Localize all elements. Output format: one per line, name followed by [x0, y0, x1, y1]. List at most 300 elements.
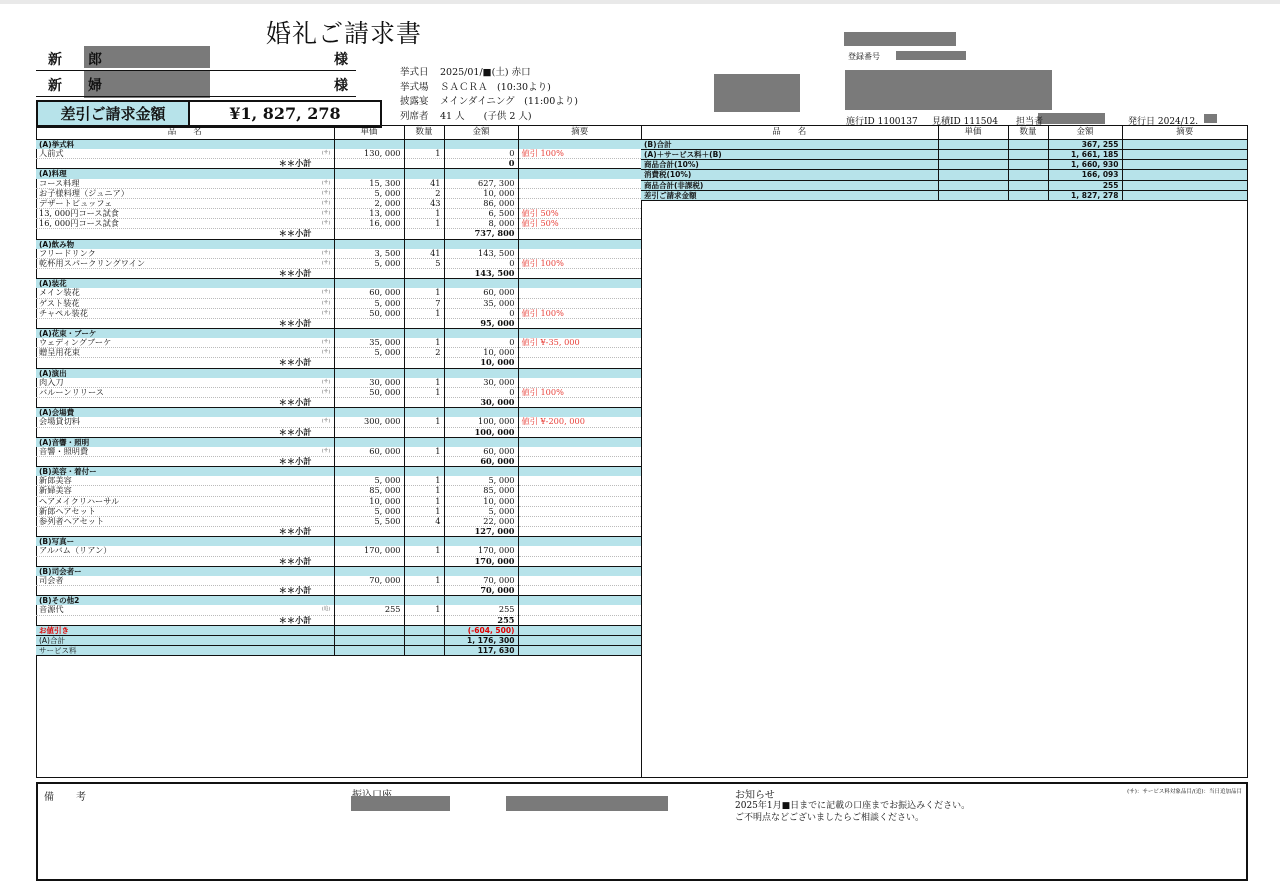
- table-row: [36, 249, 641, 259]
- item-code-tag: (サ): [321, 299, 331, 306]
- amount: 10, 000: [444, 188, 518, 198]
- quantity: 2: [404, 348, 444, 358]
- right-table-frame: [641, 125, 1248, 778]
- note: [518, 198, 641, 208]
- item-name: ＊＊小計: [36, 457, 334, 467]
- item-name: ＊＊小計: [36, 427, 334, 437]
- ceremony-value: 2025/01/■(土) 赤口: [440, 67, 531, 78]
- subtotal-row: [36, 318, 641, 328]
- unit-price: [334, 566, 404, 576]
- item-name: (A)演出: [36, 368, 334, 378]
- unit-price: 5, 000: [334, 298, 404, 308]
- table-row: [36, 516, 641, 526]
- unit-price: 5, 000: [334, 258, 404, 268]
- note: [518, 159, 641, 169]
- quantity: 1: [404, 308, 444, 318]
- quantity: 1: [404, 476, 444, 486]
- note: [518, 298, 641, 308]
- item-name: (B)司会者ー: [36, 566, 334, 576]
- item-name-text: 贈呈用花束: [39, 347, 80, 358]
- item-name: ＊＊小計: [36, 556, 334, 566]
- unit-price: [334, 239, 404, 249]
- note: [518, 358, 641, 368]
- amount: 737, 800: [444, 229, 518, 239]
- table-row: [36, 387, 641, 397]
- unit-price: 130, 000: [334, 149, 404, 159]
- table-row: [36, 546, 641, 556]
- item-name: [36, 516, 334, 526]
- item-name-text: ゲスト装花: [39, 298, 80, 308]
- amount: 70, 000: [444, 586, 518, 596]
- note: [518, 645, 641, 655]
- note: 値引 100%: [518, 387, 641, 397]
- header-unit: 単価: [334, 126, 404, 140]
- item-name-text: 肉入刀: [39, 377, 64, 387]
- note: [518, 378, 641, 388]
- redacted-staff-name: [1038, 113, 1105, 124]
- item-code-tag: (サ): [321, 259, 331, 266]
- note: [518, 546, 641, 556]
- quantity: [404, 239, 444, 249]
- subtotal-row: [36, 269, 641, 279]
- summary-name: 消費税(10%): [641, 170, 938, 180]
- item-code-tag: (サ): [321, 388, 331, 395]
- summary-row: [36, 645, 641, 655]
- item-code-tag: (サ): [321, 339, 331, 346]
- item-name-text: 16, 000円コース試食: [39, 218, 119, 229]
- amount: 85, 000: [444, 486, 518, 496]
- header-amount: 金額: [1048, 126, 1122, 140]
- unit-price: 13, 000: [334, 209, 404, 219]
- item-code-tag: (サ): [321, 309, 331, 316]
- note: [518, 279, 641, 289]
- item-name: ＊＊小計: [36, 615, 334, 625]
- item-name: [36, 198, 334, 208]
- amount: 5, 000: [444, 476, 518, 486]
- quantity: [404, 368, 444, 378]
- unit-price: [334, 427, 404, 437]
- unit-price: 5, 000: [334, 188, 404, 198]
- quantity: [404, 596, 444, 606]
- ceremony-value: メインダイニング (11:00より): [440, 96, 578, 107]
- unit-price: 70, 000: [334, 576, 404, 586]
- note: [518, 169, 641, 179]
- quantity: [404, 457, 444, 467]
- remarks-label: 備 考: [44, 792, 92, 803]
- subtotal-row: [36, 229, 641, 239]
- amount: 10, 000: [444, 348, 518, 358]
- estimate-id: 見積ID 111504: [932, 117, 998, 127]
- item-code-tag: (サ): [321, 189, 331, 196]
- amount: 117, 630: [444, 645, 518, 655]
- amount: 35, 000: [444, 298, 518, 308]
- quantity: [1008, 180, 1048, 190]
- note: [1122, 190, 1247, 200]
- note: [518, 188, 641, 198]
- quantity: [404, 408, 444, 418]
- amount: 0: [444, 387, 518, 397]
- summary-row: [641, 160, 1247, 170]
- ceremony-info: [400, 66, 578, 124]
- item-name: [36, 258, 334, 268]
- item-name: (B)美容・着付ー: [36, 467, 334, 477]
- amount: 1, 660, 930: [1048, 160, 1122, 170]
- item-name: ＊＊小計: [36, 269, 334, 279]
- unit-price: [334, 140, 404, 150]
- note: [518, 457, 641, 467]
- amount: 60, 000: [444, 288, 518, 298]
- item-name: [36, 387, 334, 397]
- item-name: [36, 348, 334, 358]
- note: [518, 486, 641, 496]
- header-note: 摘要: [1122, 126, 1247, 140]
- amount: 367, 255: [1048, 140, 1122, 150]
- table-row: [36, 417, 641, 427]
- quantity: [1008, 150, 1048, 160]
- item-name: [36, 417, 334, 427]
- total-amount-box: [36, 100, 382, 128]
- table-row: [36, 209, 641, 219]
- unit-price: 60, 000: [334, 288, 404, 298]
- summary-name: 商品合計(10%): [641, 160, 938, 170]
- unit-price: [334, 318, 404, 328]
- section-row: [36, 566, 641, 576]
- item-code-tag: (サ): [321, 249, 331, 256]
- table-row: [36, 198, 641, 208]
- summary-row: [641, 190, 1247, 200]
- unit-price: [938, 170, 1008, 180]
- quantity: [404, 625, 444, 635]
- section-row: [36, 437, 641, 447]
- unit-price: [334, 537, 404, 547]
- note: [518, 447, 641, 457]
- amount: 170, 000: [444, 546, 518, 556]
- quantity: [404, 556, 444, 566]
- unit-price: [334, 328, 404, 338]
- note: [518, 368, 641, 378]
- amount: 143, 500: [444, 269, 518, 279]
- unit-price: [334, 635, 404, 645]
- item-name: (A)飲み物: [36, 239, 334, 249]
- quantity: 41: [404, 179, 444, 189]
- item-code-tag: (サ): [321, 220, 331, 227]
- item-name: (A)合計: [36, 635, 334, 645]
- quantity: [1008, 140, 1048, 150]
- amount: [444, 140, 518, 150]
- unit-price: [334, 596, 404, 606]
- note: [518, 269, 641, 279]
- subtotal-row: [36, 358, 641, 368]
- note: [518, 635, 641, 645]
- note: [518, 605, 641, 615]
- unit-price: [334, 437, 404, 447]
- quantity: 2: [404, 188, 444, 198]
- quantity: 43: [404, 198, 444, 208]
- item-name: (B)その他2: [36, 596, 334, 606]
- header-amount: 金額: [444, 126, 518, 140]
- unit-price: [938, 180, 1008, 190]
- registration-label: 登録番号: [848, 52, 880, 61]
- quantity: [404, 635, 444, 645]
- item-name-text: コース料理: [39, 178, 80, 188]
- quantity: 1: [404, 219, 444, 229]
- subtotal-row: [36, 427, 641, 437]
- redacted-account-number: [506, 796, 668, 811]
- ceremony-row: [400, 95, 578, 110]
- unit-price: 30, 000: [334, 378, 404, 388]
- note: [518, 467, 641, 477]
- groom-label: 新 郎: [48, 52, 108, 68]
- table-row: [36, 219, 641, 229]
- amount: 0: [444, 159, 518, 169]
- quantity: 1: [404, 486, 444, 496]
- item-code-tag: (サ): [321, 418, 331, 425]
- item-name: [36, 378, 334, 388]
- note: 値引 100%: [518, 149, 641, 159]
- item-name: [36, 447, 334, 457]
- table-row: [36, 308, 641, 318]
- item-name-text: 新婦美容: [39, 485, 72, 496]
- amount: 0: [444, 149, 518, 159]
- quantity: 1: [404, 605, 444, 615]
- section-row: [36, 537, 641, 547]
- redacted-address: [845, 70, 1052, 110]
- section-row: [36, 140, 641, 150]
- notice-label: お知らせ: [735, 790, 775, 801]
- item-name-text: 乾杯用スパークリングワイン: [39, 258, 146, 268]
- quantity: 1: [404, 506, 444, 516]
- quantity: [404, 527, 444, 537]
- note: [518, 239, 641, 249]
- redacted-company-name: [844, 32, 956, 46]
- table-row: [36, 188, 641, 198]
- note: [518, 615, 641, 625]
- item-name: (A)料理: [36, 169, 334, 179]
- quantity: [404, 169, 444, 179]
- item-name: (A)挙式料: [36, 140, 334, 150]
- unit-price: [334, 615, 404, 625]
- bride-honorific: 様: [334, 78, 348, 94]
- unit-price: 85, 000: [334, 486, 404, 496]
- item-name: [36, 496, 334, 506]
- item-name: [36, 188, 334, 198]
- note: [518, 476, 641, 486]
- quantity: 7: [404, 298, 444, 308]
- header-unit: 単価: [938, 126, 1008, 140]
- item-name-text: チャペル装花: [39, 308, 88, 318]
- item-name-text: ヘアメイクリハーサル: [39, 496, 120, 506]
- amount: [444, 408, 518, 418]
- note: [1122, 160, 1247, 170]
- issue-date: 発行日 2024/12.: [1128, 117, 1199, 127]
- item-name: [36, 219, 334, 229]
- amount: [444, 596, 518, 606]
- section-row: [36, 279, 641, 289]
- unit-price: [334, 398, 404, 408]
- item-name: ＊＊小計: [36, 159, 334, 169]
- item-code-tag: (サ): [321, 150, 331, 157]
- table-row: [36, 378, 641, 388]
- subtotal-row: [36, 586, 641, 596]
- note: 値引 100%: [518, 258, 641, 268]
- note: [518, 179, 641, 189]
- quantity: 41: [404, 249, 444, 259]
- table-row: [36, 506, 641, 516]
- item-code-tag: (サ): [321, 447, 331, 454]
- redacted-logo: [714, 74, 800, 112]
- unit-price: [938, 160, 1008, 170]
- table-row: [36, 348, 641, 358]
- ceremony-value: ＳＡＣＲＡ (10:30より): [440, 81, 551, 93]
- note: [1122, 170, 1247, 180]
- unit-price: [334, 279, 404, 289]
- item-name: [36, 486, 334, 496]
- quantity: [404, 586, 444, 596]
- note: [1122, 180, 1247, 190]
- subtotal-row: [36, 527, 641, 537]
- note: [1122, 150, 1247, 160]
- amount: 0: [444, 338, 518, 348]
- amount: 5, 000: [444, 506, 518, 516]
- amount: 143, 500: [444, 249, 518, 259]
- quantity: 1: [404, 546, 444, 556]
- table-row: [36, 179, 641, 189]
- note: 値引 ¥-35, 000: [518, 338, 641, 348]
- note: [518, 576, 641, 586]
- right-summary-table: [641, 126, 1247, 201]
- quantity: [404, 645, 444, 655]
- item-code-tag: (サ): [321, 378, 331, 385]
- item-name: サービス料: [36, 645, 334, 655]
- amount: 60, 000: [444, 457, 518, 467]
- amount: [444, 467, 518, 477]
- summary-row: [641, 150, 1247, 160]
- unit-price: [334, 368, 404, 378]
- groom-line: [36, 52, 356, 71]
- item-name-text: 司会者: [39, 575, 64, 585]
- unit-price: 5, 000: [334, 506, 404, 516]
- item-name-text: 参列者ヘアセット: [39, 516, 105, 526]
- note: [518, 496, 641, 506]
- amount: 1, 827, 278: [1048, 190, 1122, 200]
- note: [518, 586, 641, 596]
- footer-box: [36, 782, 1248, 881]
- table-row: [36, 298, 641, 308]
- top-strip: [0, 0, 1280, 4]
- note: [518, 516, 641, 526]
- subtotal-row: [36, 615, 641, 625]
- construction-id: 施行ID 1100137: [846, 117, 918, 127]
- redacted-issue-day: [1204, 114, 1217, 123]
- item-code-tag: (サ): [321, 179, 331, 186]
- quantity: [404, 537, 444, 547]
- quantity: 1: [404, 338, 444, 348]
- ceremony-key: 挙式場: [400, 81, 429, 93]
- item-name: [36, 209, 334, 219]
- unit-price: [334, 159, 404, 169]
- total-value: ¥1, 827, 278: [229, 104, 341, 123]
- quantity: 4: [404, 516, 444, 526]
- item-name: (A)音響・照明: [36, 437, 334, 447]
- subtotal-row: [36, 398, 641, 408]
- note: [518, 140, 641, 150]
- unit-price: [334, 169, 404, 179]
- ceremony-key: 挙式日: [400, 67, 429, 78]
- quantity: 1: [404, 387, 444, 397]
- quantity: 1: [404, 149, 444, 159]
- unit-price: [334, 527, 404, 537]
- item-name: [36, 605, 334, 615]
- section-row: [36, 596, 641, 606]
- summary-row: [641, 180, 1247, 190]
- section-row: [36, 239, 641, 249]
- summary-row: [641, 140, 1247, 150]
- unit-price: 60, 000: [334, 447, 404, 457]
- note: [518, 288, 641, 298]
- quantity: 5: [404, 258, 444, 268]
- unit-price: [334, 467, 404, 477]
- summary-name: (A)＋サービス料＋(B): [641, 150, 938, 160]
- item-code-tag: (サ): [321, 289, 331, 296]
- item-name-text: お子様料理（ジュニア）: [39, 188, 129, 198]
- quantity: 1: [404, 447, 444, 457]
- item-name-text: デザートビュッフェ: [39, 198, 113, 208]
- amount: 0: [444, 258, 518, 268]
- section-row: [36, 408, 641, 418]
- item-name-text: 人前式: [39, 149, 64, 159]
- note: [518, 328, 641, 338]
- amount: 255: [1048, 180, 1122, 190]
- item-name: [36, 179, 334, 189]
- bride-label: 新 婦: [48, 78, 108, 94]
- quantity: 1: [404, 417, 444, 427]
- unit-price: 15, 300: [334, 179, 404, 189]
- ceremony-row: [400, 110, 578, 125]
- unit-price: 2, 000: [334, 198, 404, 208]
- quantity: [404, 159, 444, 169]
- item-name: お値引き: [36, 625, 334, 635]
- item-name-text: アルバム（リアン）: [39, 546, 112, 556]
- unit-price: 5, 500: [334, 516, 404, 526]
- unit-price: 5, 000: [334, 348, 404, 358]
- item-name-text: ウェディングブーケ: [39, 338, 112, 348]
- amount: 100, 000: [444, 417, 518, 427]
- item-name: [36, 506, 334, 516]
- item-name: ＊＊小計: [36, 358, 334, 368]
- item-name: [36, 298, 334, 308]
- table-row: [36, 149, 641, 159]
- summary-name: 差引ご請求金額: [641, 190, 938, 200]
- amount: 70, 000: [444, 576, 518, 586]
- amount: [444, 368, 518, 378]
- bride-line: [36, 78, 356, 97]
- note: 値引 50%: [518, 209, 641, 219]
- unit-price: [334, 625, 404, 635]
- ceremony-row: [400, 81, 578, 96]
- quantity: 1: [404, 576, 444, 586]
- subtotal-row: [36, 556, 641, 566]
- section-row: [36, 467, 641, 477]
- note: [518, 398, 641, 408]
- amount: 22, 000: [444, 516, 518, 526]
- amount: 100, 000: [444, 427, 518, 437]
- note: [518, 348, 641, 358]
- quantity: [404, 566, 444, 576]
- amount: 8, 000: [444, 219, 518, 229]
- item-name-text: フリードリンク: [39, 248, 96, 258]
- amount: 86, 000: [444, 198, 518, 208]
- section-row: [36, 368, 641, 378]
